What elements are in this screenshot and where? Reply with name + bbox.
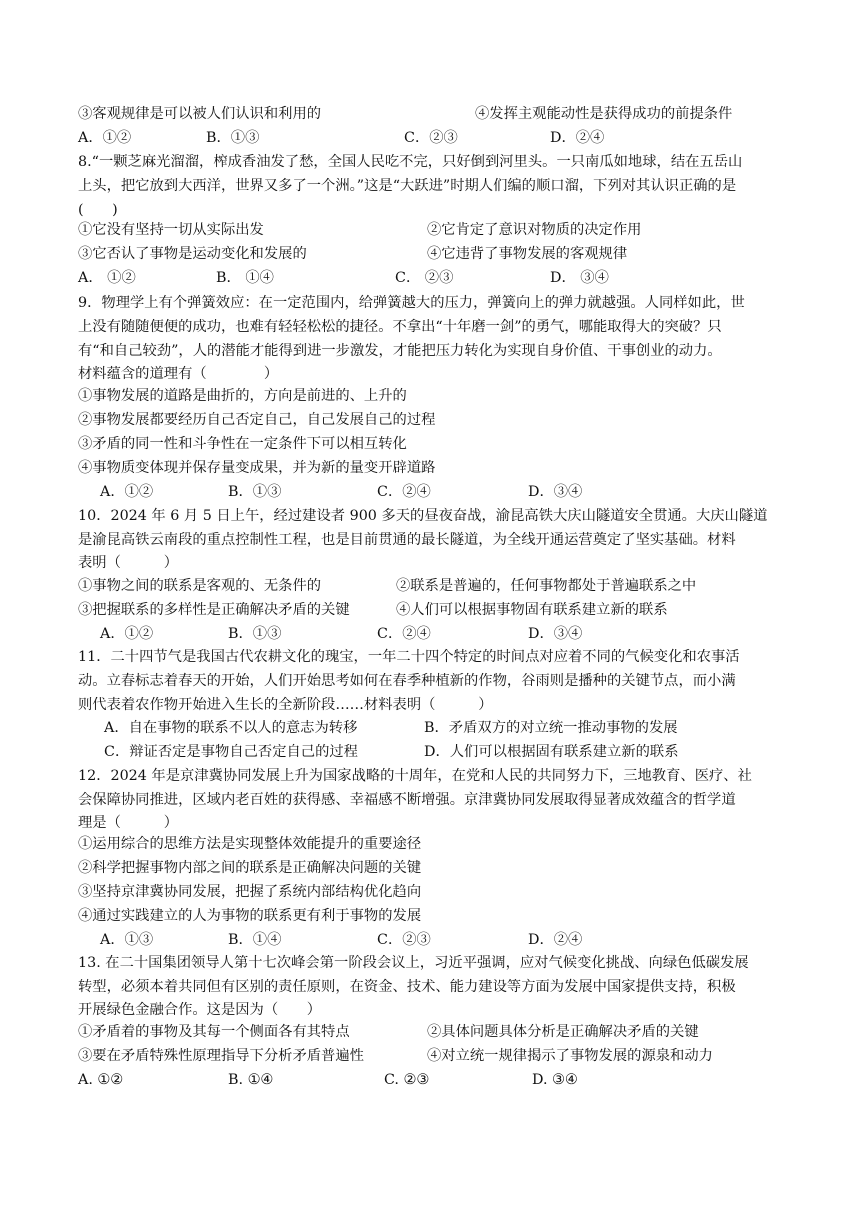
q8-choice-c: C． ②③ xyxy=(395,270,454,286)
q12-item-2: ②科学把握事物内部之间的联系是正确解决问题的关键 xyxy=(78,860,422,876)
q10-choice-b: B．①③ xyxy=(228,626,282,642)
q9-item-2: ②事物发展都要经历自己否定自己，自己发展自己的过程 xyxy=(78,412,436,428)
q9-item-3: ③矛盾的同一性和斗争性在一定条件下可以相互转化 xyxy=(78,436,407,452)
q12-choice-a: A．①③ xyxy=(100,932,154,948)
q12-item-3: ③坚持京津冀协同发展，把握了系统内部结构优化趋向 xyxy=(78,884,422,900)
q13-choice-d: D. ③④ xyxy=(532,1072,578,1088)
q13-choice-a: A. ①② xyxy=(78,1072,124,1088)
q9-choice-b: B．①③ xyxy=(228,484,282,500)
q9-choice-a: A．①② xyxy=(100,484,154,500)
q9-choice-c: C．②④ xyxy=(377,484,431,500)
q10-item-3: ③把握联系的多样性是正确解决矛盾的关键 xyxy=(78,602,350,618)
q12-stem-line: 12．2024 年是京津冀协同发展上升为国家战略的十周年，在党和人民的共同努力下，三地教育、医疗、社 xyxy=(78,768,752,784)
q13-choice-c: C. ②③ xyxy=(384,1072,430,1088)
q12-choice-c: C．②③ xyxy=(377,932,431,948)
q12-item-4: ④通过实践建立的人为事物的联系更有利于事物的发展 xyxy=(78,908,422,924)
q8-choice-a: A． ①② xyxy=(78,270,136,286)
q9-stem-line: 9．物理学上有个弹簧效应：在一定范围内，给弹簧越大的压力，弹簧向上的弹力就越强。人同样如此，世 xyxy=(78,295,745,311)
q7-choice-c: C．②③ xyxy=(404,130,458,146)
q10-item-1: ①事物之间的联系是客观的、无条件的 xyxy=(78,578,322,594)
q7-item-4: ④发挥主观能动性是获得成功的前提条件 xyxy=(475,106,733,122)
q10-item-4: ④人们可以根据事物固有联系建立新的联系 xyxy=(396,602,668,618)
q12-item-1: ①运用综合的思维方法是实现整体效能提升的重要途径 xyxy=(78,836,422,852)
q11-stem-line: 动。立春标志着春天的开始，人们开始思考如何在春季种植新的作物，谷雨则是播种的关键节点，而小满 xyxy=(78,673,736,689)
q8-item-2: ②它肯定了意识对物质的决定作用 xyxy=(427,222,642,238)
q10-choice-c: C．②④ xyxy=(377,626,431,642)
q9-stem-line: 有“和自己较劲”，人的潜能才能得到进一步激发，才能把压力转化为实现自身价值、干事创业的动力。 xyxy=(78,343,722,359)
q10-stem-line: 表明（ ） xyxy=(78,555,179,571)
q9-stem-line: 上没有随随便便的成功，也难有轻轻松松的捷径。不拿出“十年磨一剑”的勇气，哪能取得大的突破？只 xyxy=(78,319,722,335)
q8-choice-b: B． ①④ xyxy=(216,270,274,286)
q10-stem-line: 10．2024 年 6 月 5 日上午，经过建设者 900 多天的昼夜奋战，渝昆高铁大庆山隧道安全贯通。大庆山隧道 xyxy=(78,508,768,524)
q13-item-1: ①矛盾着的事物及其每一个侧面各有其特点 xyxy=(78,1024,350,1040)
q10-choice-d: D．③④ xyxy=(528,626,583,642)
q11-choice-d: D．人们可以根据固有联系建立新的联系 xyxy=(424,744,679,760)
q9-stem-line: 材料蕴含的道理有（ ） xyxy=(78,366,279,382)
q8-item-1: ①它没有坚持一切从实际出发 xyxy=(78,222,264,238)
q9-item-4: ④事物质变体现并保存量变成果，并为新的量变开辟道路 xyxy=(78,460,436,476)
q8-item-4: ④它违背了事物发展的客观规律 xyxy=(427,246,628,262)
q8-choice-d: D． ③④ xyxy=(550,270,609,286)
q9-item-1: ①事物发展的道路是曲折的，方向是前进的、上升的 xyxy=(78,388,407,404)
q8-stem-line: ( ) xyxy=(78,202,118,218)
q7-choice-d: D．②④ xyxy=(550,130,605,146)
q12-stem-line: 理是（ ） xyxy=(78,815,179,831)
q13-choice-b: B. ①④ xyxy=(228,1072,274,1088)
q13-item-3: ③要在矛盾特殊性原理指导下分析矛盾普遍性 xyxy=(78,1048,364,1064)
q10-choice-a: A．①② xyxy=(100,626,154,642)
q13-item-2: ②具体问题具体分析是正确解决矛盾的关键 xyxy=(427,1024,699,1040)
q12-choice-b: B．①④ xyxy=(228,932,282,948)
q11-stem-line: 11．二十四节气是我国古代农耕文化的瑰宝，一年二十四个特定的时间点对应着不同的气候变化和农事活 xyxy=(78,649,740,665)
q7-item-3: ③客观规律是可以被人们认识和利用的 xyxy=(78,106,322,122)
q7-choice-b: B．①③ xyxy=(206,130,260,146)
q13-item-4: ④对立统一规律揭示了事物发展的源泉和动力 xyxy=(427,1048,713,1064)
q13-stem-line: 13. 在二十国集团领导人第十七次峰会第一阶段会议上，习近平强调，应对气候变化挑战、向绿色低碳发展 xyxy=(78,955,749,971)
q13-stem-line: 转型，必须本着共同但有区别的责任原则，在资金、技术、能力建设等方面为发展中国家提供支持，积极 xyxy=(78,979,736,995)
q8-stem-line: 上头，把它放到大西洋，世界又多了一个洲。”这是“大跃进”时期人们编的顺口溜，下列对其认识正确的是 xyxy=(78,178,737,194)
q13-stem-line: 开展绿色金融合作。这是因为（ ） xyxy=(78,1002,322,1018)
q9-choice-d: D．③④ xyxy=(528,484,583,500)
q10-item-2: ②联系是普遍的，任何事物都处于普遍联系之中 xyxy=(396,578,697,594)
q11-choice-c: C．辩证否定是事物自己否定自己的过程 xyxy=(104,744,358,760)
q11-choice-b: B．矛盾双方的对立统一推动事物的发展 xyxy=(424,720,678,736)
q8-item-3: ③它否认了事物是运动变化和发展的 xyxy=(78,246,307,262)
q11-stem-line: 则代表着农作物开始进入生长的全新阶段……材料表明（ ） xyxy=(78,697,493,713)
q12-stem-line: 会保障协同推进，区域内老百姓的获得感、幸福感不断增强。京津冀协同发展取得显著成效蕴含的哲学道 xyxy=(78,792,736,808)
q10-stem-line: 是渝昆高铁云南段的重点控制性工程，也是目前贯通的最长隧道，为全线开通运营奠定了坚实基础。材料 xyxy=(78,532,736,548)
q12-choice-d: D．②④ xyxy=(528,932,583,948)
q7-choice-a: A．①② xyxy=(78,130,132,146)
q8-stem-line: 8.“一颗芝麻光溜溜，榨成香油发了愁，全国人民吃不完，只好倒到河里头。一只南瓜如地球，结在五岳山 xyxy=(78,154,743,170)
q11-choice-a: A．自在事物的联系不以人的意志为转移 xyxy=(104,720,358,736)
